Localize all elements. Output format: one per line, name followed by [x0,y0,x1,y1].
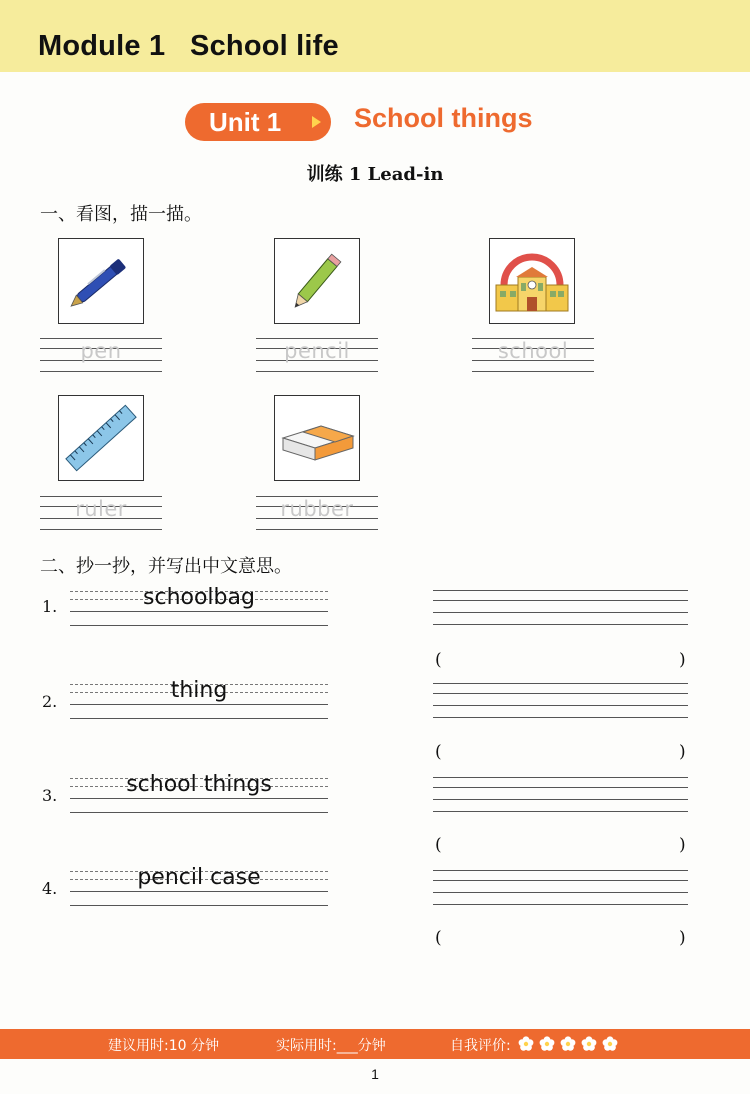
unit-label: Unit 1 [209,107,282,137]
answer-lines-4[interactable] [433,870,688,904]
paren-open: ( [435,742,442,762]
pen-picture [58,238,144,324]
page-number: 1 [371,1066,379,1082]
paren-open: ( [435,835,442,855]
suggested-time: 建议用时:10 分钟 [108,1038,219,1054]
model-word: thing [170,678,228,703]
item-number: 2. [42,692,58,711]
item-number: 3. [42,786,58,805]
flower-icon[interactable] [581,1036,597,1052]
trace-word: pen [80,339,122,363]
model-word: schoolbag [143,585,255,610]
unit-title: School things [354,103,533,133]
trace-lines-pencil[interactable] [256,338,378,372]
school-building-icon [490,239,574,323]
trace-word: pencil [284,339,350,363]
trace-word: school [497,339,569,363]
answer-lines-2[interactable] [433,683,688,717]
unit-badge [185,103,331,141]
rating-flowers[interactable] [518,1036,623,1056]
flower-icon[interactable] [539,1036,555,1052]
trace-lines-school[interactable] [472,338,594,372]
paren-close: ) [679,928,686,948]
item-number: 1. [42,597,58,616]
paren-open: ( [435,650,442,670]
flower-icon[interactable] [518,1036,534,1052]
trace-word: ruler [75,497,127,521]
module-title: Module 1 School life [38,30,339,62]
section-2-title: 二、抄一抄，并写出中文意思。 [40,556,292,577]
item-number: 4. [42,879,58,898]
copy-lines-1[interactable] [70,585,328,621]
trace-lines-pen[interactable] [40,338,162,372]
copy-lines-4[interactable] [70,865,328,901]
footer-band [0,1029,750,1059]
paren-close: ) [679,742,686,762]
answer-lines-3[interactable] [433,777,688,811]
trace-lines-rubber[interactable] [256,496,378,530]
flower-icon[interactable] [560,1036,576,1052]
pen-icon [59,239,143,323]
trace-lines-ruler[interactable] [40,496,162,530]
ruler-picture [58,395,144,481]
self-rating-label: 自我评价: [450,1038,511,1054]
paren-open: ( [435,928,442,948]
pencil-icon [275,239,359,323]
rubber-picture [274,395,360,481]
flower-icon[interactable] [602,1036,618,1052]
answer-lines-1[interactable] [433,590,688,624]
model-word: school things [126,772,272,797]
rubber-icon [275,396,359,480]
model-word: pencil case [137,865,261,890]
arrow-right-icon [312,116,321,128]
copy-lines-2[interactable] [70,678,328,714]
trace-word: rubber [280,497,354,521]
pencil-picture [274,238,360,324]
ruler-icon [59,396,143,480]
lesson-title: 训练 1 Lead-in [306,164,444,185]
school-picture [489,238,575,324]
paren-close: ) [679,835,686,855]
paren-close: ) [679,650,686,670]
actual-time[interactable]: 实际用时:___分钟 [276,1038,386,1054]
copy-lines-3[interactable] [70,772,328,808]
section-1-title: 一、看图，描一描。 [40,204,202,225]
